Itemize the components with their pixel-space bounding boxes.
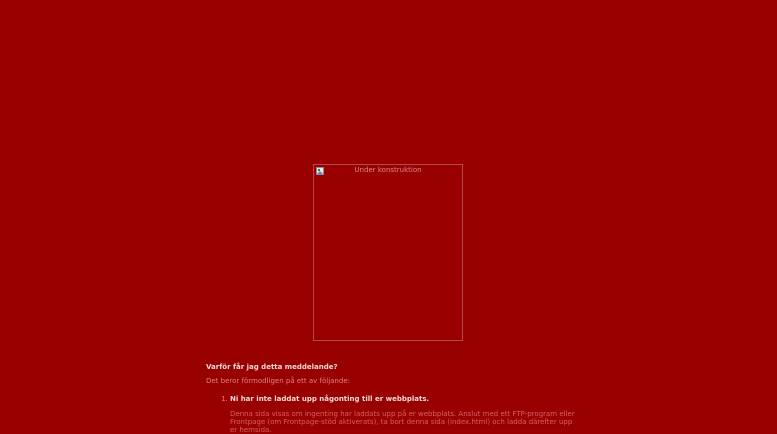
info-heading: Varför får jag detta meddelande? bbox=[206, 363, 338, 371]
info-content bbox=[206, 363, 576, 434]
reason-text: Denna sida visas om ingenting har laddats upp på er webbplats. Anslut med ett FTP-program eller Frontpage (om Frontpage-stöd aktiverats), ta bort denna sida (index.html) och ladda därefter upp er hemsida. bbox=[230, 410, 575, 434]
info-intro: Det beror förmodligen på ett av följande: bbox=[206, 377, 350, 385]
list-item bbox=[230, 395, 576, 434]
under-construction-image bbox=[313, 164, 463, 341]
reason-title: Ni har inte laddat upp någonting till er webbplats. bbox=[230, 395, 430, 403]
reasons-list bbox=[206, 395, 576, 434]
image-alt-text: Under konstruktion bbox=[354, 166, 422, 174]
